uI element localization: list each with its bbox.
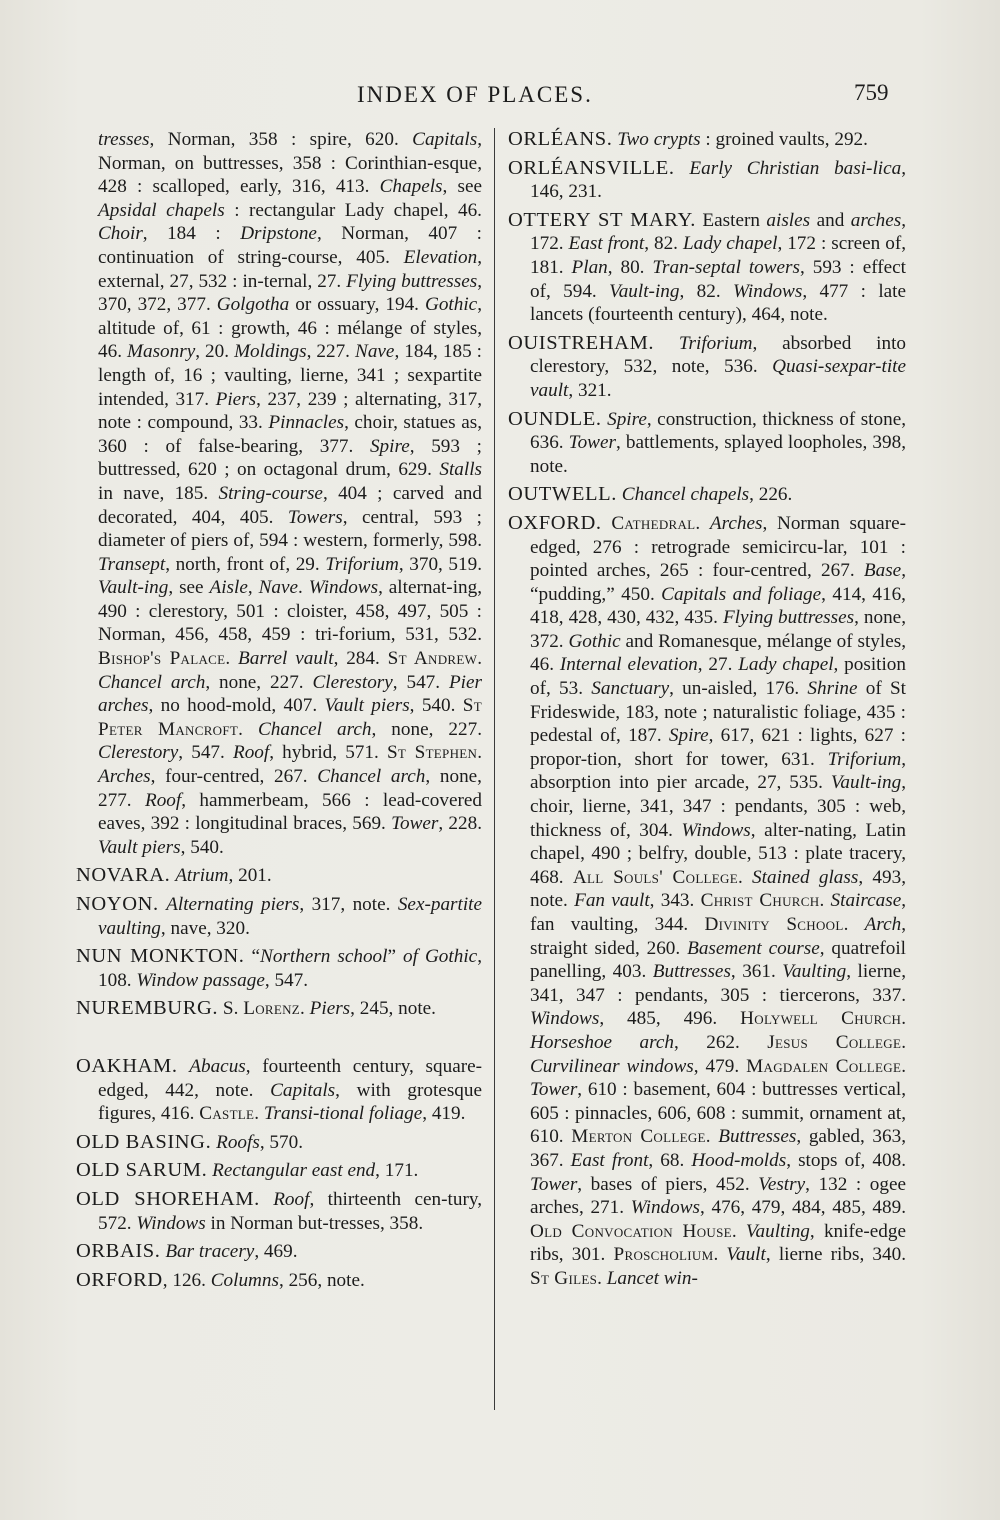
entry-building: Divinity School [704, 914, 844, 935]
entry-subject: Capitals [270, 1079, 336, 1101]
entry-text: , 80. [607, 256, 653, 278]
entry-text: , 570. [259, 1131, 303, 1153]
entry-text: , 245, note. [350, 998, 436, 1020]
entry-text: , 146, 231. [530, 157, 907, 203]
index-entry [508, 332, 906, 403]
entry-subject: Northern school [260, 946, 388, 968]
entry-subject: Nave [355, 341, 395, 363]
entry-text: . [843, 914, 865, 935]
entry-text: . [901, 1031, 907, 1053]
entry-subject: Spire [668, 725, 709, 747]
entry-subject: Roof [144, 789, 182, 811]
entry-text: , 172 : screen of, 181. [530, 233, 907, 278]
entry-subject: Elevation [403, 246, 478, 268]
entry-text: , see [442, 176, 483, 198]
entry-subject: Chancel arch [317, 766, 426, 788]
entry-subject: Windows [136, 1212, 206, 1234]
entry-text: . [300, 998, 310, 1020]
entry-building: Bishop's Palace [98, 648, 226, 670]
entry-subject: Flying buttresses [346, 270, 478, 292]
index-entry [508, 408, 906, 479]
entry-text: , knife-edge ribs, 301. [530, 1220, 906, 1266]
index-entry [76, 945, 482, 992]
entry-subject: Pier arches [98, 671, 482, 717]
entry-text: , thirteenth cen-tury, 572. [98, 1188, 482, 1234]
entry-text: , 126. [162, 1269, 211, 1291]
entry-building: St Peter Mancroft [98, 695, 482, 740]
entry-text: , “pudding,” 450. [530, 560, 906, 605]
entry-subject: Vault piers [324, 695, 410, 717]
entry-text: : groined vaults, 292. [700, 129, 868, 150]
entry-text: , lierne ribs, 340. [765, 1244, 906, 1266]
index-entry [508, 157, 906, 204]
entry-text: . [695, 512, 710, 534]
entry-subject: Transept [98, 553, 166, 575]
entry-subject: Spire [607, 408, 647, 430]
page-number: 759 [854, 80, 889, 105]
entry-text: , straight sided, 260. [530, 914, 906, 959]
entry-subject: Pinnacles [268, 412, 345, 434]
entry-text: , 404 ; carved and decorated, 404, 405. [98, 482, 482, 528]
entry-building: St Stephen [386, 742, 478, 764]
entry-text: , 361. [730, 961, 783, 983]
entry-text: , 284. [333, 648, 388, 670]
entry-text: , 201. [228, 865, 272, 887]
entry-text: , battlements, splayed loopholes, 398, note. [530, 432, 906, 477]
entry-text: , [247, 577, 259, 599]
index-entry [508, 209, 906, 327]
entry-text: , 237, 239 ; alternating, 317, note : compound, 33. [98, 388, 482, 434]
entry-subject: Windows [733, 280, 803, 302]
index-entry-continuation [76, 128, 482, 859]
entry-subject: tresses [98, 129, 150, 150]
entry-subject: Basement course [687, 937, 820, 959]
entry-subject: Chapels [379, 176, 443, 198]
entry-text: , north, front of, 29. [165, 553, 326, 575]
entry-subject: Roof [232, 742, 270, 764]
entry-text: , 593 ; buttressed, 620 ; on octagonal drum, 629. [98, 435, 482, 481]
entry-building: Jesus College [767, 1031, 902, 1053]
entry-text: , stops of, 408. [786, 1149, 906, 1171]
index-entry [508, 483, 906, 507]
index-column-left [76, 128, 482, 1297]
entry-subject: Stained glass [752, 866, 859, 888]
entry-subject: Clerestory [98, 742, 179, 764]
entry-subject: Triforium [325, 553, 399, 575]
entry-text: , gabled, 363, 367. [530, 1126, 906, 1171]
entry-text: “ [244, 946, 261, 968]
entry-text: , fan vaulting, 344. [530, 890, 907, 935]
entry-subject: Roofs [216, 1131, 260, 1153]
entry-text: . [597, 1267, 607, 1289]
entry-subject: Tower [530, 1173, 578, 1195]
entry-text: , lierne, 341, 347 : pendants, 305 : tiercerons, 337. [530, 961, 906, 1006]
entry-text: , 317, note. [299, 894, 398, 915]
entry-text: , 469. [254, 1241, 298, 1263]
entry-text: , alter-nating, Latin chapel, 490 ; belfry, double, 513 : plate tracery, 468. [530, 819, 906, 888]
entry-text: , none, 372. [530, 607, 906, 652]
entry-text: , 82. [644, 233, 683, 255]
entry-subject: arches [850, 209, 902, 231]
entry-text: . [713, 1244, 727, 1266]
entry-subject: Transi-tional foliage [263, 1103, 423, 1125]
entry-heading: OAKHAM. [76, 1054, 178, 1077]
entry-subject: Piers [309, 998, 351, 1020]
entry-subject: Abacus [189, 1055, 246, 1077]
entry-heading: NUN MONKTON. [76, 945, 245, 968]
entry-text: . [901, 1008, 907, 1030]
entry-text: . [298, 577, 309, 599]
entry-subject: Spire [369, 435, 410, 457]
entry-subject: Piers [215, 388, 257, 410]
entry-text: , 593 : effect of, 594. [530, 256, 907, 302]
entry-text: , 228. [438, 813, 482, 835]
entry-subject: Bar tracery [165, 1241, 255, 1263]
entry-text: , Norman square-edged, 276 : retrograde semicircu-lar, 101 : pointed arches, 265 : four-centred, 267. [530, 512, 906, 582]
entry-text: , hybrid, 571. [269, 742, 387, 764]
entry-text: , 476, 479, 484, 485, 489. [700, 1197, 907, 1219]
entry-text: , 20. [195, 341, 235, 363]
entry-heading: ORBAIS. [76, 1240, 161, 1263]
entry-text: , nave, 320. [160, 917, 250, 939]
entry-text: , fourteenth century, square-edged, 442, note. [98, 1055, 483, 1101]
entry-text: , 610 : basement, 604 : buttresses vertical, 605 : pinnacles, 606, 608 : summit, ornament at, 610. [530, 1079, 906, 1148]
entry-text: . [477, 742, 482, 764]
entry-subject: Nave [258, 577, 299, 599]
entry-text: and Romanesque, mélange of styles, 46. [530, 630, 907, 676]
entry-subject: of Gothic [403, 946, 478, 968]
running-head: INDEX OF PLACES. [357, 82, 593, 107]
entry-subject: Shrine [807, 678, 858, 700]
entry-text [260, 1189, 273, 1210]
entry-subject: Staircase [830, 890, 902, 912]
entry-subject: aisles [766, 209, 811, 231]
entry-text: , four-centred, 267. [150, 766, 318, 788]
entry-text: or ossuary, 194. [289, 294, 425, 316]
entry-building: St Giles [530, 1267, 598, 1289]
entry-text: , 184, 185 : length of, 16 ; vaulting, lierne, 341 ; sexpartite intended, 317. [98, 341, 483, 410]
entry-text: , bases of piers, 452. [577, 1173, 759, 1195]
index-entry [508, 128, 906, 152]
entry-text [675, 158, 690, 179]
entry-building: Old Convocation House [530, 1220, 732, 1242]
entry-subject: Roof [273, 1188, 310, 1210]
entry-text: , 540. [180, 836, 224, 858]
entry-text: , 172. [530, 209, 906, 255]
entry-text: in Norman but-tresses, 358. [205, 1212, 424, 1234]
entry-subject: Towers [287, 506, 343, 528]
entry-subject: East front [570, 1149, 649, 1171]
entry-subject: Chancel arch [258, 718, 372, 740]
entry-text: . [731, 1220, 746, 1242]
entry-text: , Norman, 358 : spire, 620. [149, 129, 413, 150]
entry-subject: Sex-partite vaulting [98, 894, 483, 939]
entry-text: in nave, 185. [98, 482, 219, 504]
entry-subject: Quasi-sexpar-tite vault [530, 356, 906, 401]
entry-heading: NOYON. [76, 893, 159, 915]
entry-building: Castle [199, 1103, 255, 1125]
entry-subject: Dripstone [240, 223, 317, 245]
entry-heading: OUISTREHAM. [508, 331, 655, 354]
entry-heading: OTTERY ST MARY. [508, 208, 696, 231]
entry-subject: Two crypts [617, 129, 701, 150]
entry-text: . [477, 648, 482, 670]
entry-subject: Tower [568, 432, 616, 454]
entry-subject: Horseshoe arch [530, 1031, 674, 1053]
entry-building: Merton College [571, 1126, 706, 1148]
entry-subject: Internal elevation [559, 654, 698, 676]
entry-text: , 27. [697, 654, 739, 676]
index-entry [76, 997, 482, 1021]
entry-text: , 419. [422, 1103, 466, 1125]
entry-text: , 321. [568, 379, 612, 401]
entry-building: Cathedral [611, 512, 696, 534]
entry-subject: Vault piers [98, 836, 181, 858]
entry-text: , alternat-ing, 490 : clerestory, 501 : cloister, 458, 497, 505 : Norman, 456, 458, 459 : tri-forium, 531, 532. [98, 577, 483, 646]
entry-heading: OXFORD. [508, 511, 602, 534]
entry-text: , altitude of, 61 : growth, 46 : mélange of styles, 46. [98, 294, 482, 363]
entry-text: , 256, note. [278, 1269, 365, 1291]
entry-building: St Andrew [387, 648, 478, 670]
entry-text: , 547. [264, 969, 309, 991]
entry-text: , choir, statues as, 360 : of false-bearing, 377. [98, 412, 482, 457]
entry-subject: Masonry [127, 341, 196, 363]
entry-text: , quatrefoil panelling, 403. [530, 937, 907, 983]
entry-text: , 414, 416, 418, 428, 430, 432, 435. [530, 583, 906, 629]
column-divider [494, 128, 495, 1410]
entry-heading: ORLÉANSVILLE. [508, 156, 675, 179]
entry-text: , see [168, 577, 210, 599]
entry-subject: Early Christian basi-lica [689, 157, 902, 179]
entry-text: , choir, lierne, 341, 347 : pendants, 305 : web, thickness of, 304. [530, 772, 906, 841]
entry-text: , Norman, on buttresses, 358 : Corinthian-esque, 428 : scalloped, early, 316, 413. [98, 129, 482, 198]
entry-text: , un-aisled, 176. [669, 678, 808, 700]
entry-text: , none, 227. [371, 718, 483, 740]
entry-text: , 479. [693, 1055, 747, 1077]
entry-subject: Moldings [234, 341, 307, 363]
entry-heading: OUNDLE. [508, 407, 602, 430]
entry-subject: Vault-ing [609, 280, 680, 302]
entry-subject: Curvilinear windows [530, 1055, 694, 1077]
entry-building: Holywell Church [740, 1008, 902, 1030]
entry-subject: Windows [308, 577, 379, 599]
entry-building: Christ Church [700, 890, 820, 912]
entry-text: . [901, 1055, 906, 1077]
entry-heading: OLD SARUM. [76, 1159, 208, 1182]
entry-subject: Vaulting [782, 961, 847, 983]
index-entry [76, 1159, 482, 1183]
index-column-right [508, 128, 906, 1296]
entry-subject: Stalls [439, 459, 482, 481]
entry-text: , 171. [375, 1160, 419, 1182]
entry-text: , 227. [306, 341, 356, 363]
entry-text: . [819, 890, 831, 912]
entry-text: . [225, 648, 238, 670]
entry-subject: Flying buttresses [722, 607, 855, 629]
entry-text: , absorbed into clerestory, 532, note, 536. [530, 332, 906, 378]
entry-text: , no hood-mold, 407. [148, 695, 325, 717]
entry-subject: Tower [530, 1079, 578, 1101]
entry-subject: Lady chapel [738, 654, 834, 676]
entry-text: ” [387, 946, 404, 968]
entry-heading: OLD SHOREHAM. [76, 1187, 260, 1210]
entry-subject: Choir [98, 223, 143, 245]
entry-subject: String-course [218, 482, 323, 504]
entry-text: , 547. [392, 671, 449, 693]
entry-heading: OLD BASING. [76, 1130, 212, 1153]
entry-text: , 132 : ogee arches, 271. [530, 1173, 907, 1219]
entry-text: , hammerbeam, 566 : lead-covered eaves, 392 : longitudinal braces, 569. [98, 789, 482, 835]
entry-text: , 485, 496. [599, 1008, 741, 1030]
entry-subject: Barrel vault [238, 648, 334, 670]
entry-heading: ORLÉANS. [508, 128, 613, 150]
entry-text: . [737, 866, 753, 888]
entry-subject: Columns [210, 1269, 279, 1291]
entry-subject: Tran-septal towers [652, 256, 800, 278]
entry-text: , 82. [679, 280, 733, 302]
entry-text: of St Frideswide, 183, note ; naturalistic foliage, 435 : pedestal of, 187. [530, 678, 906, 747]
entry-subject: Sanctuary [591, 678, 670, 700]
entry-subject: Chancel chapels [621, 484, 750, 506]
entry-subject: Atrium [175, 865, 229, 887]
entry-subject: Tower [391, 813, 439, 835]
entry-subject: Buttresses [718, 1126, 797, 1148]
entry-subject: Gothic [568, 630, 621, 652]
entry-text: , 262. [673, 1031, 768, 1053]
index-entry [508, 512, 906, 1291]
entry-text: S. [218, 998, 244, 1020]
entry-text: , 370, 519. [398, 553, 482, 575]
entry-subject: Buttresses [652, 961, 731, 983]
entry-text: , 547. [178, 742, 233, 764]
entry-text [178, 1056, 190, 1077]
entry-subject: Gothic [424, 294, 478, 316]
entry-subject: Triforium [827, 748, 902, 770]
entry-text: . [238, 718, 258, 740]
entry-subject: Capitals [412, 129, 478, 150]
entry-subject: Base [863, 560, 902, 582]
entry-text: , external, 27, 532 : in-ternal, 27. [98, 246, 482, 292]
entry-subject: Vaulting [745, 1220, 810, 1242]
entry-text: and [810, 209, 851, 231]
entry-subject: Windows [630, 1197, 701, 1219]
entry-text: , absorption into pier arcade, 27, 535. [530, 748, 906, 794]
entry-text: , 617, 621 : lights, 627 : propor-tion, short for tower, 631. [530, 725, 906, 770]
entry-text: , construction, thickness of stone, 636. [530, 408, 907, 454]
entry-subject: Window passage [136, 969, 265, 991]
entry-text: , central, 593 ; diameter of piers of, 594 : western, formerly, 598. [98, 506, 482, 552]
entry-text: , 184 : [142, 223, 241, 245]
entry-subject: Vault-ing [98, 577, 169, 599]
entry-text: , with grotesque figures, 416. [98, 1079, 482, 1125]
entry-text [654, 333, 679, 354]
entry-heading: NOVARA. [76, 864, 171, 887]
entry-subject: Rectangular east end [212, 1160, 376, 1182]
entry-text: , 370, 372, 377. [98, 270, 482, 316]
entry-text: , 540. [409, 695, 463, 717]
entry-heading: NUREMBURG. [76, 997, 219, 1020]
entry-text: , 108. [98, 946, 482, 991]
entry-subject: Vault-ing [830, 772, 902, 794]
entry-subject: Golgotha [216, 294, 290, 316]
entry-building: Lorenz [243, 998, 301, 1020]
entry-subject: Arches [709, 512, 763, 534]
entry-subject: Capitals and foliage [661, 583, 822, 605]
entry-subject: Apsidal chapels [98, 199, 225, 221]
entry-text: , 226. [749, 484, 793, 506]
entry-subject: Lancet win- [606, 1267, 698, 1289]
entry-subject: Fan vault [574, 890, 650, 912]
entry-text: Eastern [695, 209, 767, 231]
entry-subject: Windows [681, 819, 751, 841]
entry-subject: Vestry [758, 1173, 806, 1195]
index-entry [76, 1055, 482, 1126]
entry-subject: Aisle [209, 577, 248, 599]
entry-text: . [705, 1126, 719, 1148]
entry-text: , 477 : late lancets (fourteenth century), 464, note. [530, 280, 907, 326]
entry-subject: Alternating piers [166, 894, 300, 915]
entry-subject: Windows [530, 1008, 600, 1030]
entry-text: , 343. [649, 890, 701, 912]
entry-text: , Norman, 407 : continuation of string-course, 405. [98, 223, 482, 268]
index-entry [76, 864, 482, 888]
entry-subject: East front [568, 233, 645, 255]
entry-text: : rectangular Lady chapel, 46. [224, 199, 482, 221]
index-entry [76, 1240, 482, 1264]
entry-subject: Plan [571, 256, 608, 278]
entry-subject: Chancel arch [98, 671, 206, 693]
entry-heading: ORFORD [76, 1268, 163, 1291]
entry-subject: Lady chapel [682, 233, 778, 255]
entry-subject: Hood-molds [691, 1149, 787, 1171]
entry-subject: Clerestory [312, 671, 393, 693]
entry-text [602, 513, 612, 534]
entry-building: Proscholium [613, 1244, 714, 1266]
entry-text: , none, 277. [98, 766, 482, 811]
index-entry [76, 1131, 482, 1155]
entry-subject: Arches [98, 766, 151, 788]
entry-text: . [254, 1103, 264, 1125]
index-entry [76, 893, 482, 940]
index-entry [76, 1269, 482, 1293]
entry-subject: Vault [726, 1244, 766, 1266]
index-entry [76, 1188, 482, 1235]
entry-text: , none, 227. [205, 671, 313, 693]
entry-building: All Souls' College [572, 866, 738, 888]
entry-text: , position of, 53. [530, 654, 906, 700]
entry-subject: Arch [864, 914, 902, 935]
entry-building: Magdalen College [746, 1055, 902, 1077]
entry-subject: Triforium [678, 332, 753, 354]
entry-text: , 493, note. [530, 866, 906, 912]
entry-text: , 68. [648, 1149, 692, 1171]
entry-heading: OUTWELL. [508, 483, 617, 506]
